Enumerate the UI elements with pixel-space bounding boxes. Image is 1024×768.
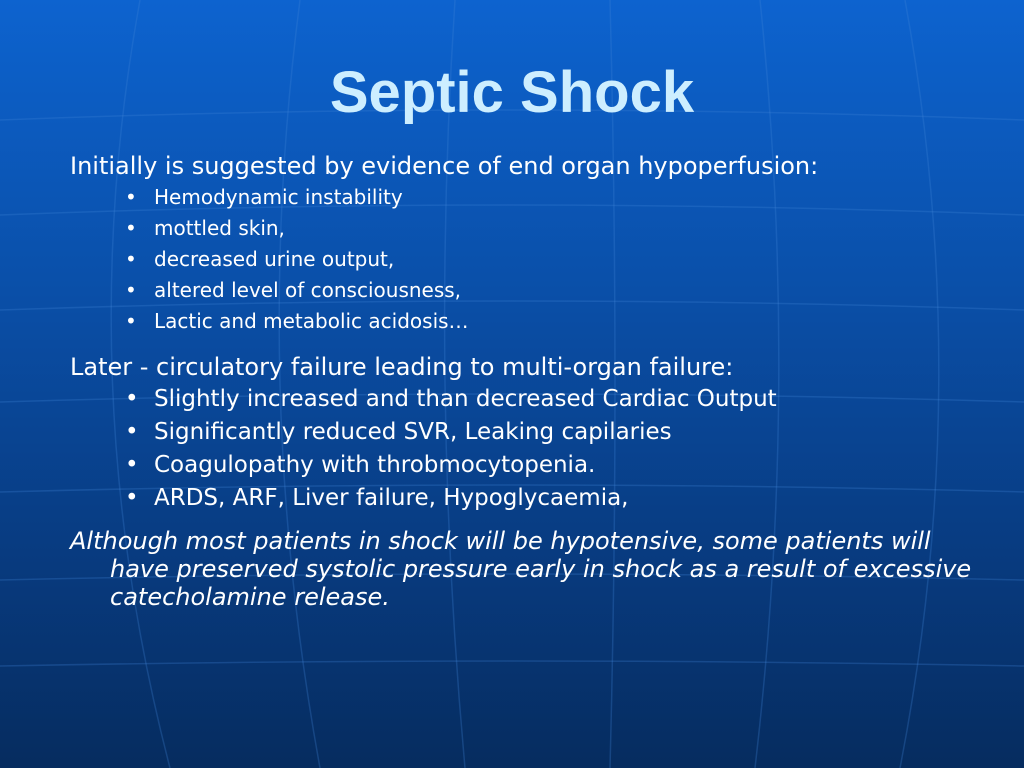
section1-bullet-list	[125, 182, 990, 337]
spacer	[70, 337, 990, 351]
bullet-dot-icon: •	[125, 386, 139, 412]
bullet-text: Significantly reduced SVR, Leaking capilaries	[154, 419, 672, 445]
bullet-dot-icon: •	[125, 485, 139, 511]
italic-note: Although most patients in shock will be hypotensive, some patients will have preserved systolic pressure early in shock as a result of excessive catecholamine release.	[70, 527, 972, 611]
section2-lead: Later - circulatory failure leading to multi-organ failure:	[70, 353, 734, 381]
slide-body	[70, 150, 990, 611]
grid-latitude-line	[0, 661, 1024, 666]
bullet-item	[125, 306, 990, 337]
section1-lead: Initially is suggested by evidence of end organ hypoperfusion:	[70, 152, 819, 180]
bullet-text: Lactic and metabolic acidosis…	[154, 309, 469, 333]
bullet-dot-icon: •	[125, 419, 139, 445]
bullet-item	[125, 275, 990, 306]
bullet-dot-icon: •	[125, 278, 137, 302]
slide-title: Septic Shock	[329, 60, 695, 125]
bullet-dot-icon: •	[125, 185, 137, 209]
bullet-item	[125, 449, 990, 482]
bullet-text: Hemodynamic instability	[154, 185, 403, 209]
bullet-text: Slightly increased and than decreased Cardiac Output	[154, 386, 777, 412]
bullet-dot-icon: •	[125, 309, 137, 333]
bullet-text: Coagulopathy with throbmocytopenia.	[154, 452, 596, 478]
bullet-item	[125, 416, 990, 449]
spacer	[70, 515, 990, 527]
bullet-text: decreased urine output,	[154, 247, 395, 271]
bullet-item	[125, 482, 990, 515]
bullet-dot-icon: •	[125, 216, 137, 240]
bullet-dot-icon: •	[125, 452, 139, 478]
bullet-dot-icon: •	[125, 247, 137, 271]
bullet-item	[125, 182, 990, 213]
bullet-text: ARDS, ARF, Liver failure, Hypoglycaemia,	[154, 485, 629, 511]
bullet-item	[125, 213, 990, 244]
bullet-item	[125, 383, 990, 416]
bullet-item	[125, 244, 990, 275]
bullet-text: mottled skin,	[154, 216, 285, 240]
section2-bullet-list	[125, 383, 990, 515]
bullet-text: altered level of consciousness,	[154, 278, 462, 302]
